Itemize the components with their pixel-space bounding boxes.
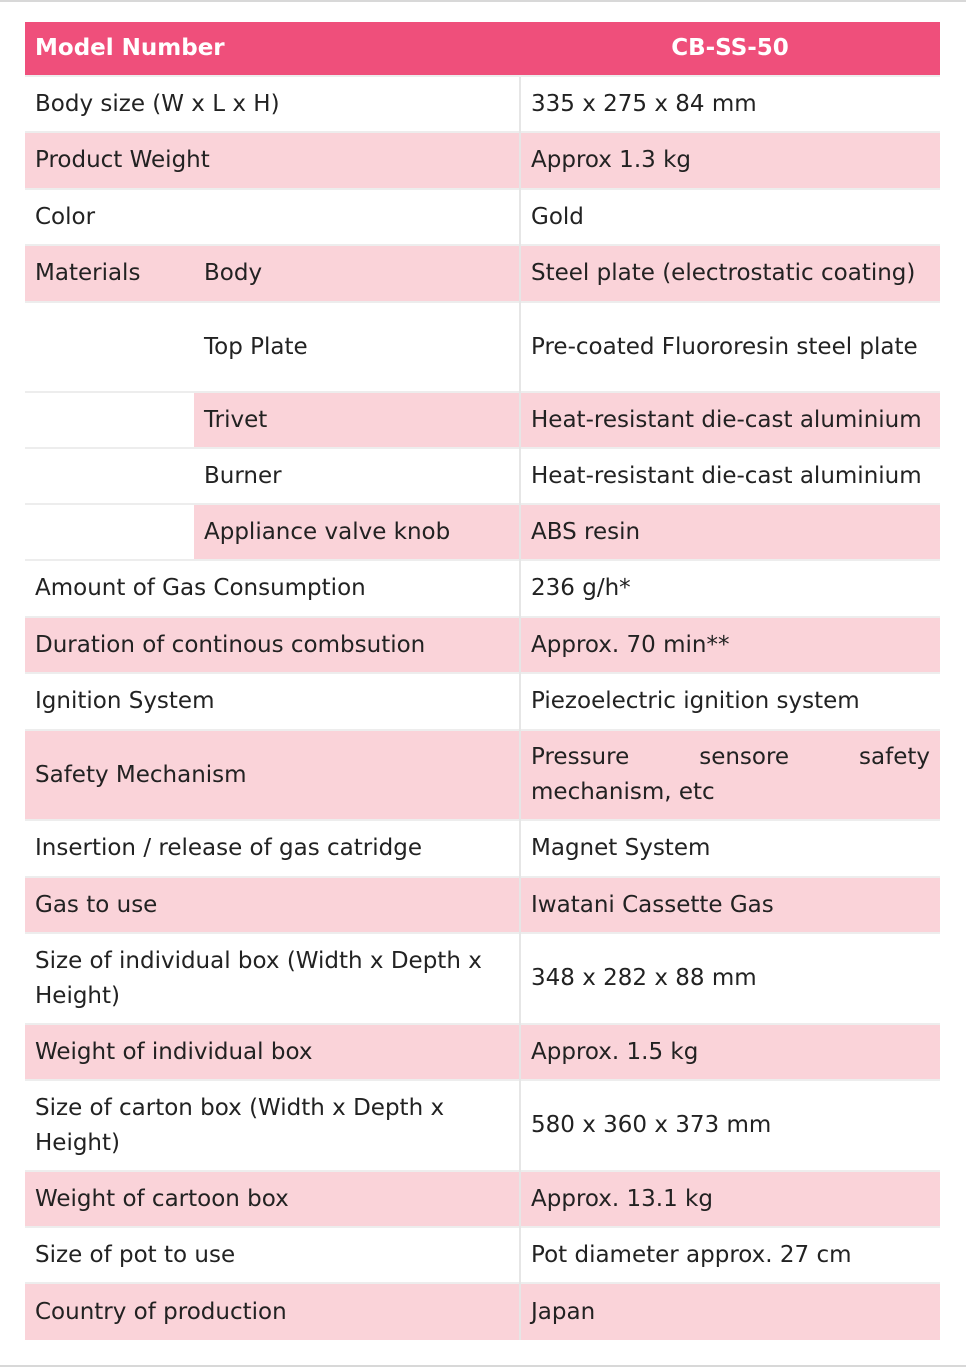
row-label: Weight of cartoon box: [25, 1171, 520, 1227]
row-label: Top Plate: [194, 302, 520, 392]
row-value: Heat-resistant die-cast aluminium: [520, 392, 940, 448]
row-value: 580 x 360 x 373 mm: [520, 1080, 940, 1171]
row-value: 236 g/h*: [520, 560, 940, 617]
table-row: [25, 560, 940, 617]
table-row: [25, 617, 940, 673]
row-value: Approx 1.3 kg: [520, 132, 940, 189]
table-row: [25, 448, 940, 504]
row-label: Appliance valve knob: [194, 504, 520, 560]
row-value: Magnet System: [520, 820, 940, 877]
table-row: [25, 1024, 940, 1080]
row-label: Size of pot to use: [25, 1227, 520, 1283]
blank-cell: [25, 448, 194, 504]
table-row: [25, 392, 940, 448]
header-value: CB-SS-50: [520, 22, 940, 76]
table-row: [25, 820, 940, 877]
row-label: Size of carton box (Width x Depth x Height): [25, 1080, 520, 1171]
row-value: Pre-coated Fluororesin steel plate: [520, 302, 940, 392]
row-label: Gas to use: [25, 877, 520, 933]
row-label: Amount of Gas Consumption: [25, 560, 520, 617]
row-value: ABS resin: [520, 504, 940, 560]
row-label: Product Weight: [25, 132, 520, 189]
spec-table: [25, 22, 940, 1340]
row-value: 348 x 282 x 88 mm: [520, 933, 940, 1024]
row-label: Trivet: [194, 392, 520, 448]
row-label: Ignition System: [25, 673, 520, 730]
materials-group-label: Materials: [25, 245, 194, 302]
blank-cell: [25, 392, 194, 448]
blank-cell: [25, 504, 194, 560]
table-row: [25, 877, 940, 933]
row-value: Japan: [520, 1283, 940, 1340]
table-row: [25, 302, 940, 392]
row-value: Iwatani Cassette Gas: [520, 877, 940, 933]
row-label: Country of production: [25, 1283, 520, 1340]
top-divider: [0, 0, 966, 2]
table-row: [25, 933, 940, 1024]
row-label: Weight of individual box: [25, 1024, 520, 1080]
row-label: Size of individual box (Width x Depth x Height): [25, 933, 520, 1024]
row-value: Pot diameter approx. 27 cm: [520, 1227, 940, 1283]
row-value: Approx. 13.1 kg: [520, 1171, 940, 1227]
table-row: [25, 1171, 940, 1227]
table-row: [25, 1080, 940, 1171]
row-value: Gold: [520, 189, 940, 245]
row-label: Body size (W x L x H): [25, 76, 520, 132]
row-value: Heat-resistant die-cast aluminium: [520, 448, 940, 504]
table-row: [25, 245, 940, 302]
row-label: Insertion / release of gas catridge: [25, 820, 520, 877]
table-header-row: [25, 22, 940, 76]
bottom-divider: [0, 1365, 966, 1367]
blank-cell: [25, 302, 194, 392]
header-label: Model Number: [25, 22, 520, 76]
row-value: Approx. 1.5 kg: [520, 1024, 940, 1080]
table-row: [25, 673, 940, 730]
table-row: [25, 1283, 940, 1340]
table-row: [25, 730, 940, 820]
table-row: [25, 76, 940, 132]
row-label: Body: [194, 245, 520, 302]
row-label: Safety Mechanism: [25, 730, 520, 820]
row-label: Burner: [194, 448, 520, 504]
row-value: Pressure sensore safety mechanism, etc: [520, 730, 940, 820]
row-value: Steel plate (electrostatic coating): [520, 245, 940, 302]
row-value: Piezoelectric ignition system: [520, 673, 940, 730]
table-row: [25, 189, 940, 245]
row-label: Color: [25, 189, 520, 245]
table-row: [25, 504, 940, 560]
row-value: Approx. 70 min**: [520, 617, 940, 673]
table-row: [25, 132, 940, 189]
row-label: Duration of continous combsution: [25, 617, 520, 673]
row-value: 335 x 275 x 84 mm: [520, 76, 940, 132]
table-row: [25, 1227, 940, 1283]
